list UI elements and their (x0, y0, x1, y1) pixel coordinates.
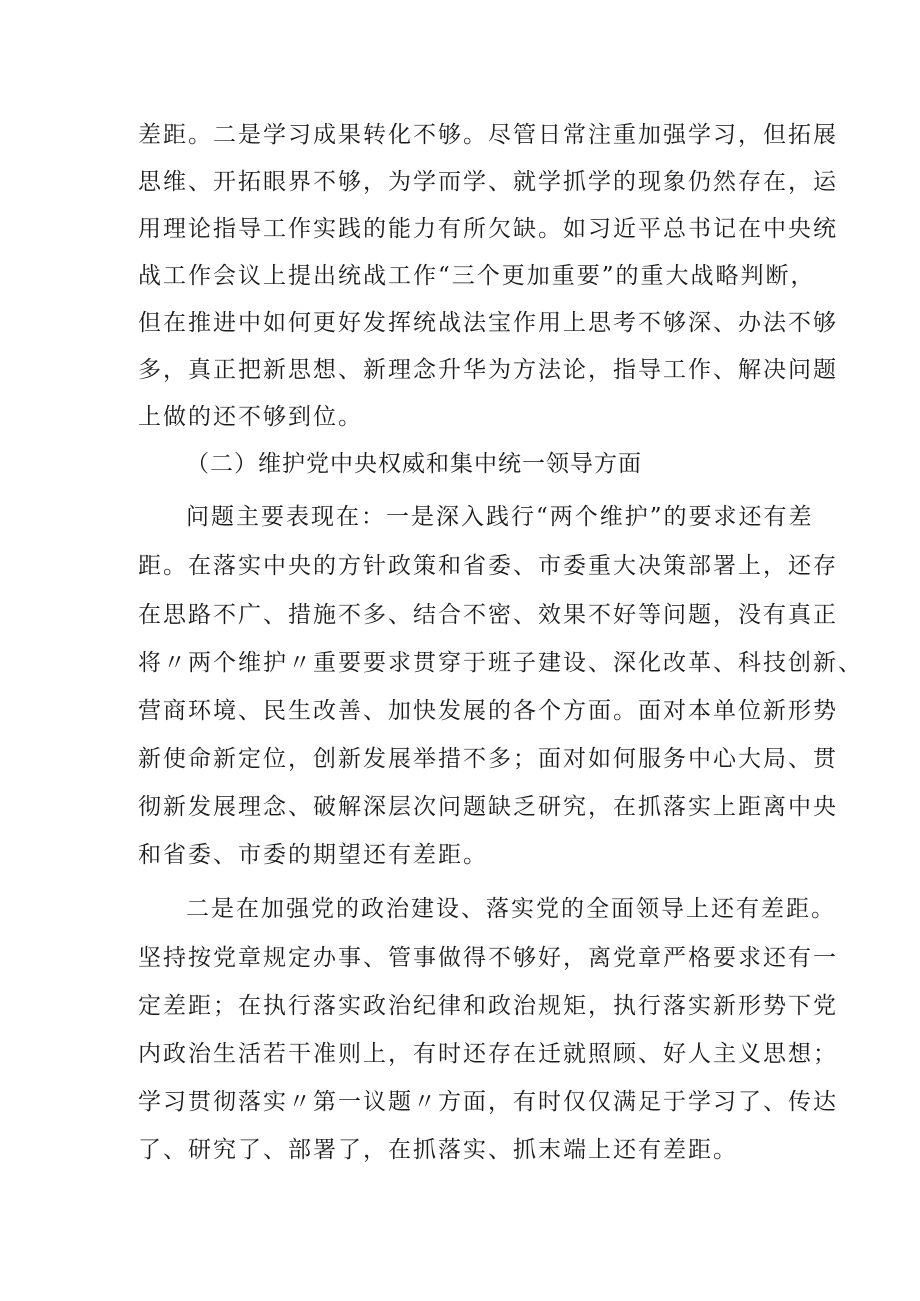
section-heading: （二）维护党中央权威和集中统一领导方面 (186, 451, 642, 477)
paragraph2-line-6: 新使命新定位，创新发展举措不多；面对如何服务中心大局、贯 (138, 746, 838, 772)
paragraph3-line-5: 学习贯彻落实〃第一议题〃方面，有时仅仅满足于学习了、传达 (138, 1089, 838, 1115)
paragraph2-line-5: 营商环境、民生改善、加快发展的各个方面。面对本单位新形势 (138, 698, 838, 724)
paragraph1-line-6: 多，真正把新思想、新理念升华为方法论，指导工作、解决问题 (138, 357, 838, 383)
paragraph3-line-1: 二是在加强党的政治建设、落实党的全面领导上还有差距。 (186, 896, 836, 922)
paragraph1-line-3: 用理论指导工作实践的能力有所欠缺。如习近平总书记在中央统 (138, 216, 838, 242)
paragraph1-line-5: 但在推进中如何更好发挥统战法宝作用上思考不够深、办法不够 (138, 310, 838, 336)
paragraph1-line-1: 差距。二是学习成果转化不够。尽管日常注重加强学习，但拓展 (138, 122, 838, 148)
paragraph2-line-8: 和省委、市委的期望还有差距。 (138, 842, 488, 868)
paragraph2-line-4: 将〃两个维护〃重要要求贯穿于班子建设、深化改革、科技创新、 (138, 650, 863, 676)
paragraph2-line-7: 彻新发展理念、破解深层次问题缺乏研究，在抓落实上距离中央 (138, 794, 838, 820)
paragraph2-line-1: 问题主要表现在：一是深入践行“两个维护”的要求还有差 (186, 504, 814, 530)
paragraph3-line-3: 定差距；在执行落实政治纪律和政治规矩，执行落实新形势下党 (138, 993, 838, 1019)
paragraph1-line-7: 上做的还不够到位。 (138, 404, 363, 430)
paragraph2-line-2: 距。在落实中央的方针政策和省委、市委重大决策部署上，还存 (138, 553, 838, 579)
paragraph3-line-4: 内政治生活若干准则上，有时还存在迁就照顾、好人主义思想； (138, 1041, 838, 1067)
paragraph2-line-3: 在思路不广、措施不多、结合不密、效果不好等问题，没有真正 (138, 602, 838, 628)
paragraph1-line-4: 战工作会议上提出统战工作“三个更加重要”的重大战略判断， (138, 263, 816, 289)
paragraph3-line-6: 了、研究了、部署了，在抓落实、抓末端上还有差距。 (138, 1137, 738, 1163)
paragraph3-line-2: 坚持按党章规定办事、管事做得不够好，离党章严格要求还有一 (138, 945, 838, 971)
paragraph1-line-2: 思维、开拓眼界不够，为学而学、就学抓学的现象仍然存在，运 (138, 169, 838, 195)
